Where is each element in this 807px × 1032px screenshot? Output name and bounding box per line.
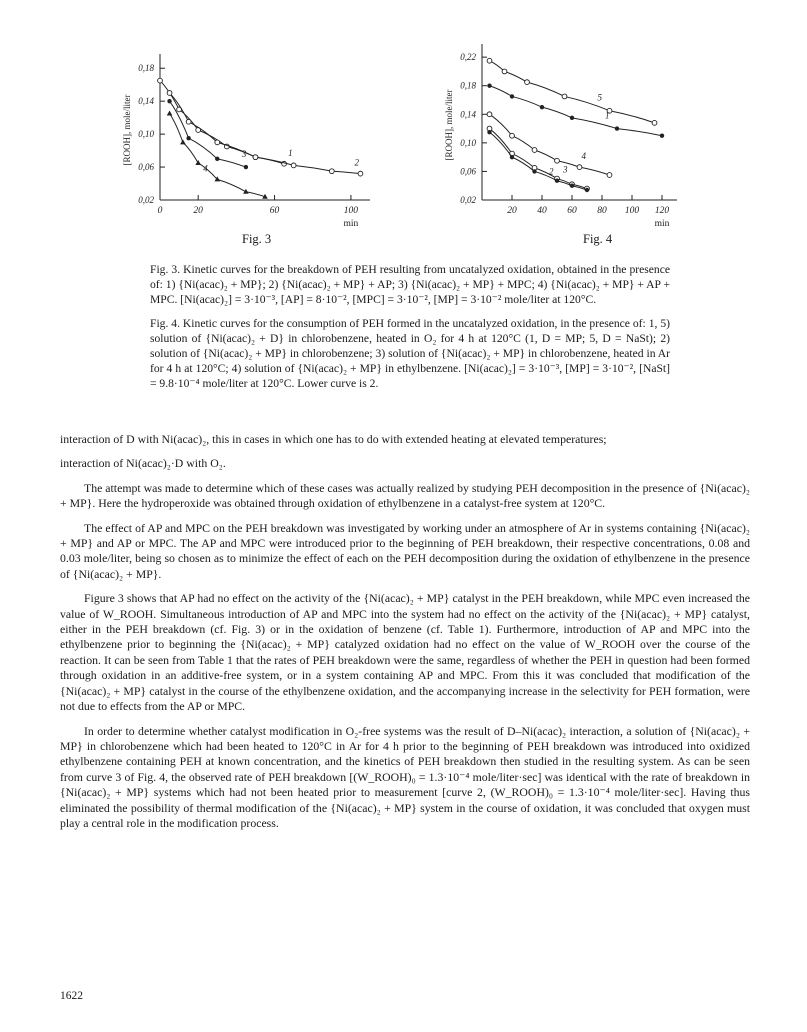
data-point <box>525 80 530 85</box>
y-tick-label: 0,14 <box>138 96 154 107</box>
series-line-3 <box>490 129 588 189</box>
data-point <box>243 189 249 194</box>
y-axis-label: [ROOH], mole/liter <box>122 94 132 166</box>
data-point <box>585 188 589 192</box>
paragraph: interaction of D with Ni(acac)₂, this in cases in which one has to do with extended heating at elevated temperatures; <box>60 432 607 446</box>
data-point <box>291 163 296 168</box>
curve-label: 3 <box>563 164 568 175</box>
data-point <box>487 84 491 88</box>
series-line-1 <box>490 86 663 136</box>
x-tick-label: 0 <box>157 206 163 216</box>
data-point <box>615 126 619 130</box>
y-axis-label: [ROOH], mole/liter <box>444 89 454 161</box>
series-line-5 <box>490 61 655 123</box>
curve-label: 4 <box>581 151 586 162</box>
x-tick-label: 100 <box>343 206 359 216</box>
x-tick-label: 20 <box>193 206 203 216</box>
data-point <box>244 165 248 169</box>
data-point <box>510 133 515 138</box>
figure-3 <box>110 40 400 240</box>
data-point <box>510 155 514 159</box>
x-axis-unit: min <box>654 219 670 229</box>
figure-captions <box>150 262 670 400</box>
data-point <box>652 120 657 125</box>
x-axis-unit: min <box>343 219 359 229</box>
data-point <box>570 184 574 188</box>
data-point <box>167 99 171 103</box>
data-point <box>186 136 190 140</box>
x-tick-label: 120 <box>654 206 670 216</box>
data-point <box>167 111 173 116</box>
y-tick-label: 0,10 <box>138 129 154 140</box>
page-number: 1622 <box>60 990 83 1002</box>
x-tick-label: 60 <box>269 206 280 216</box>
data-point <box>555 158 560 163</box>
data-point <box>487 58 492 63</box>
data-point <box>215 157 219 161</box>
y-tick-label: 0,18 <box>138 63 154 74</box>
curve-label: 5 <box>597 92 602 103</box>
data-point <box>607 173 612 178</box>
figure-3-label: Fig. 3 <box>242 232 272 246</box>
data-point <box>487 130 491 134</box>
figure-4-chart <box>440 40 690 240</box>
paragraph: interaction of Ni(acac)₂·D with O₂. <box>60 456 226 471</box>
data-point <box>329 169 334 174</box>
data-point <box>562 94 567 99</box>
data-point <box>167 91 172 96</box>
figure-4 <box>440 40 690 240</box>
data-point <box>555 179 559 183</box>
data-point <box>577 165 582 170</box>
figure-3-chart <box>110 40 400 240</box>
y-tick-label: 0,06 <box>460 166 476 177</box>
figure-4-caption: Fig. 4. Kinetic curves for the consumption of PEH formed in the uncatalyzed oxidation, in the presence of: 1, 5) solution of {Ni(acac)₂ + D} in chlorobenzene, heated in O₂ for 4 h at 120°C (1, D = MP; 5, D = NaSt); 2) solution of {Ni(acac)₂ + MP} in chlorobenzene; 3) solution of {Ni(acac)₂ + MP} in chlorobenzene, heated in Ar for 4 h at 120°C; 4) solution of {Ni(acac)₂ + MP} in ethylbenzene. [Ni(acac)₂] = 3·10⁻³, [MP] = 3·10⁻², [NaSt] = 9.8·10⁻⁴ mole/liter at 120°C. Lower curve is 2. <box>150 317 670 390</box>
data-point <box>180 139 186 144</box>
data-point <box>186 119 191 124</box>
data-point <box>570 116 574 120</box>
curve-label: 2 <box>549 166 554 177</box>
curve-label: 2 <box>354 157 359 168</box>
curve-label: 1 <box>288 147 293 158</box>
x-tick-label: 100 <box>624 206 640 216</box>
y-tick-label: 0,18 <box>460 80 476 91</box>
x-tick-label: 40 <box>537 206 547 216</box>
data-point <box>502 69 507 74</box>
paragraph: Figure 3 shows that AP had no effect on the activity of the {Ni(acac)₂ + MP} catalyst in the PEH breakdown, while MPC even increased the value of W_ROOH. Simultaneous introduction of AP and MPC into the system had no effect on the activity of the {Ni(acac)₂ + MP} catalyst, either in the PEH breakdown (cf. Fig. 3) or in the oxidation of benzene (cf. Table 1). Furthermore, introduction of AP and MPC into the ethylbenzene prior to beginning the {Ni(acac)₂ + MP} catalyzed oxidation had no effect on the value of W_ROOH over the course of the reaction. It can be seen from Table 1 that the rates of PEH breakdown were the same, regardless of whether the PEH in question had been formed through oxidation in an additive-free system, or in a system containing AP and MPC. From this it was concluded that modification of the {Ni(acac)₂ + MP} catalyst in the course of the ethylbenzene oxidation, and the accompanying increase in the selectivity for PEH formation, were not due to effects from the AP or MPC. <box>60 591 750 714</box>
data-point <box>158 78 163 83</box>
curve-label: 3 <box>241 149 247 160</box>
paragraph: The effect of AP and MPC on the PEH breakdown was investigated by working under an atmosphere of Ar in systems containing {Ni(acac)₂ + MP} and AP or MPC. The AP and MPC were introduced prior to the beginning of PEH breakdown, their respective concentrations, 0.08 and 0.03 mole/liter, being so chosen as to minimize the effect of each on the PEH decomposition during the oxidation of ethylbenzene in the presence of {Ni(acac)₂ + MP}. <box>60 520 750 581</box>
y-tick-label: 0,02 <box>460 195 476 205</box>
body-text <box>60 432 750 840</box>
y-tick-label: 0,02 <box>138 195 154 205</box>
series-line-1 <box>160 81 284 164</box>
figure-4-label: Fig. 4 <box>583 232 613 246</box>
x-tick-label: 60 <box>567 206 577 216</box>
x-tick-label: 80 <box>597 206 607 216</box>
x-tick-label: 20 <box>507 206 517 216</box>
data-point <box>487 112 492 117</box>
data-point <box>540 105 544 109</box>
y-tick-label: 0,22 <box>460 52 476 63</box>
paragraph: The attempt was made to determine which of these cases was actually realized by studying PEH decomposition in the presence of {Ni(acac)₂ + MP}. Here the hydroperoxide was obtained through oxidation of ethylbenzene in a catalyst-free system at 120°C. <box>60 480 750 511</box>
data-point <box>253 155 258 160</box>
curve-label: 1 <box>605 110 610 121</box>
y-tick-label: 0,06 <box>138 162 154 173</box>
figure-3-caption: Fig. 3. Kinetic curves for the breakdown of PEH resulting from uncatalyzed oxidation, obtained in the presence of: 1) {Ni(acac)₂ + MP}; 2) {Ni(acac)₂ + MP} + AP; 3) {Ni(acac)₂ + MP} + MPC; 4) {Ni(acac)₂ + MP} + AP + MPC. [Ni(acac)₂] = 3·10⁻³, [AP] = 8·10⁻², [MPC] = 3·10⁻², [MP] = 3·10⁻² mole/liter at 120°C. <box>150 263 670 306</box>
y-tick-label: 0,14 <box>460 109 476 120</box>
data-point <box>195 160 201 165</box>
data-point <box>215 140 220 145</box>
paragraph: In order to determine whether catalyst modification in O₂-free systems was the result of D–Ni(acac)₂ interaction, a solution of {Ni(acac)₂ + MP} in chlorobenzene which had been heated to 120°C in Ar for 4 h prior to the beginning of PEH breakdown was introduced into oxidized ethylbenzene containing PEH at known concentration, and the kinetics of PEH breakdown then studied in the resulting system. As can be seen from curve 3 of Fig. 4, the observed rate of PEH breakdown [(W_ROOH)₀ = 1.3·10⁻⁴ mole/liter·sec] was identical with the rate of breakdown in {Ni(acac)₂ + MP} systems which had not been heated prior to measurement [curve 2, (W_ROOH)₀ = 1.3·10⁻⁴ mole/liter·sec]. Having thus eliminated the possibility of thermal modification of the {Ni(acac)₂ + MP} system in the course of oxidation, it was concluded that oxygen must play a central role in the modification process. <box>60 723 750 830</box>
data-point <box>358 171 363 176</box>
data-point <box>532 169 536 173</box>
series-line-2 <box>490 132 588 190</box>
data-point <box>660 134 664 138</box>
data-point <box>532 148 537 153</box>
data-point <box>510 94 514 98</box>
y-tick-label: 0,10 <box>460 137 476 148</box>
curve-label: 4 <box>203 163 208 174</box>
